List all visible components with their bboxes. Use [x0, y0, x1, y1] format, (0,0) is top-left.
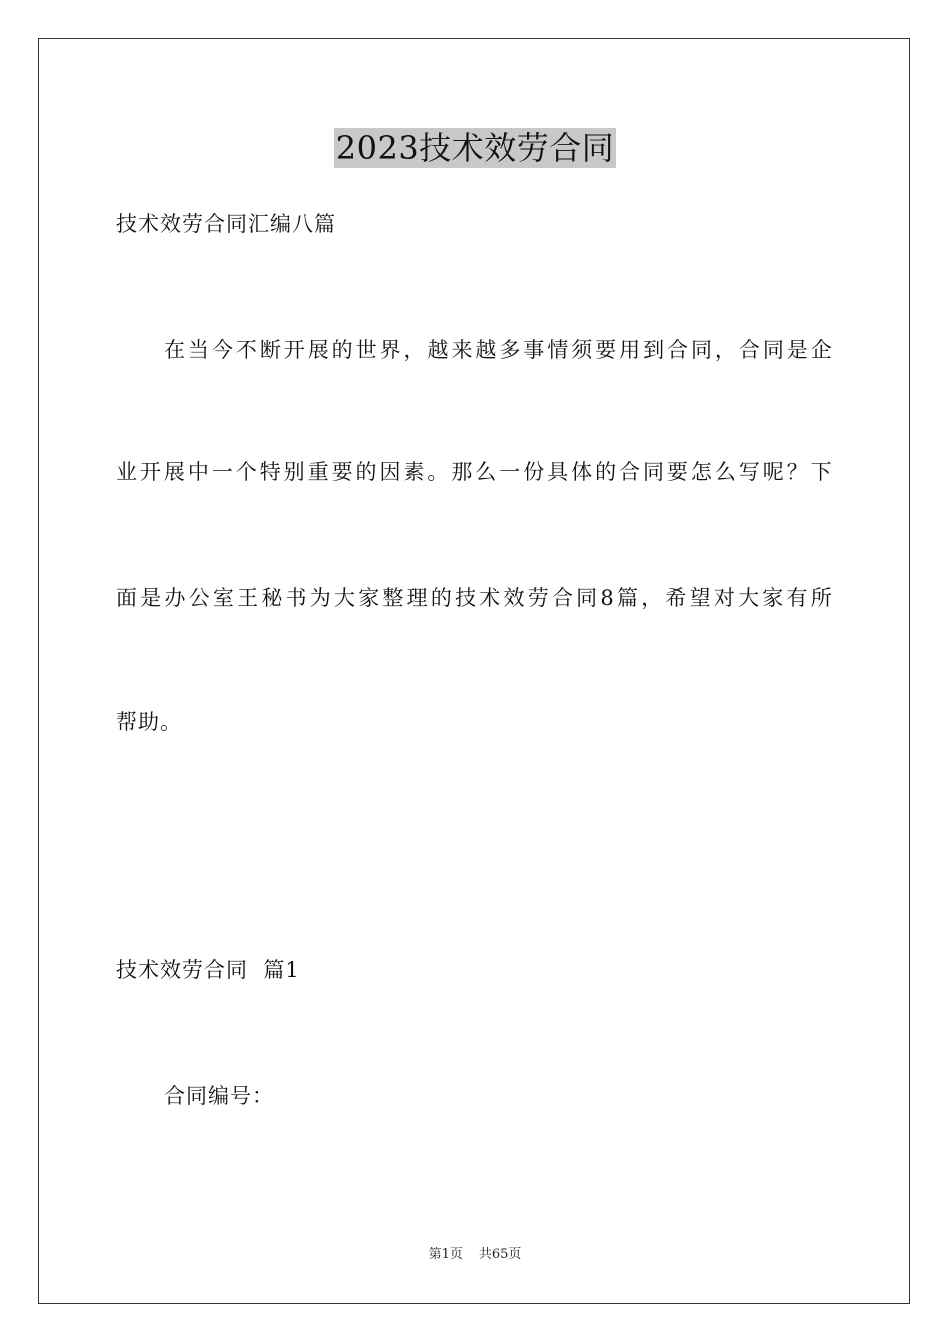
- intro-line-3: [116, 583, 832, 613]
- page-total: 共65页: [478, 1247, 522, 1262]
- document-title: 2023技术效劳合同: [335, 129, 615, 167]
- section-heading: 技术效劳合同 篇1: [116, 958, 300, 982]
- intro-line-1: [164, 335, 832, 365]
- contract-number-label: 合同编号：: [164, 1084, 274, 1108]
- document-subtitle: 技术效劳合同汇编八篇: [116, 212, 336, 236]
- title-container: [0, 128, 950, 168]
- intro-line-1-text: 在 当 今 不 断 开 展 的 世 界 ， 越 来 越 多 事 情 须 要 用 到 合 同 ， 合 同 是 企: [164, 338, 832, 362]
- intro-line-2: [116, 457, 832, 487]
- intro-line-3-text: 面 是 办 公 室 王 秘 书 为 大 家 整 理 的 技 术 效 劳 合 同 8 篇 ， 希 望 对 大 家 有 所: [116, 586, 832, 610]
- intro-line-4: 帮助。: [116, 710, 182, 734]
- page-footer: [0, 1246, 950, 1264]
- page-current: 第1页: [428, 1247, 463, 1262]
- intro-line-2-text: 业 开 展 中 一 个 特 别 重 要 的 因 素 。 那 么 一 份 具 体 的 合 同 要 怎 么 写 呢 ？ 下: [116, 460, 832, 484]
